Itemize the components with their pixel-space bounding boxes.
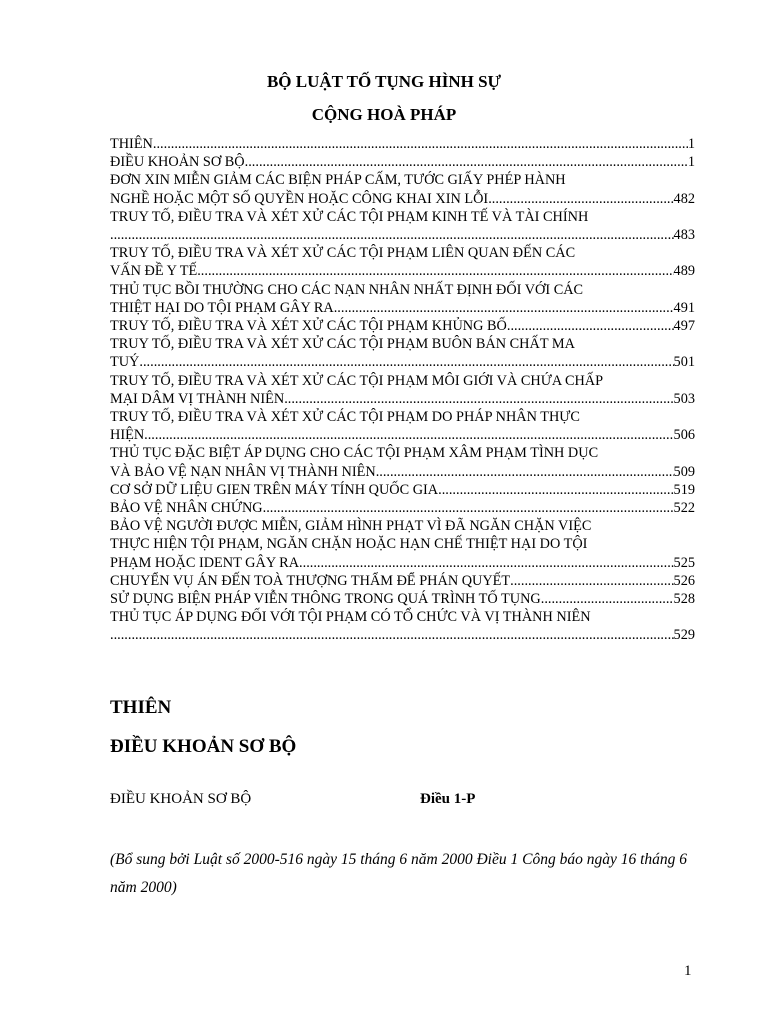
toc-entry-title: VÀ BẢO VỆ NẠN NHÂN VỊ THÀNH NIÊN	[110, 463, 376, 480]
book-heading: THIÊN	[110, 697, 172, 718]
toc-leader-dots	[153, 135, 688, 153]
page-number: 1	[684, 963, 692, 979]
toc-leader-dots	[541, 590, 674, 608]
toc-page-number: 483	[673, 227, 695, 244]
toc-page-number: 525	[673, 554, 695, 571]
toc-entry-title: CHUYỂN VỤ ÁN ĐẾN TOÀ THƯỢNG THẨM ĐỂ PHÁN QUYẾT	[110, 572, 511, 589]
toc-entry-title-line: TRUY TỐ, ĐIỀU TRA VÀ XÉT XỬ CÁC TỘI PHẠM MÔI GIỚI VÀ CHỨA CHẤP	[110, 372, 604, 389]
toc-entry-title: MẠI DÂM VỊ THÀNH NIÊN	[110, 390, 285, 407]
toc-entry[interactable]	[110, 372, 695, 408]
toc-page-number: 509	[673, 463, 695, 480]
toc-entry[interactable]	[110, 408, 695, 444]
document-title: BỘ LUẬT TỐ TỤNG HÌNH SỰ	[266, 72, 502, 91]
toc-page-number: 526	[673, 572, 695, 589]
toc-leader-dots	[334, 299, 674, 317]
toc-entry[interactable]	[110, 590, 695, 608]
toc-entry-title: VẤN ĐỀ Y TẾ	[110, 263, 198, 280]
toc-entry[interactable]	[110, 153, 695, 171]
toc-entry-title-line: BẢO VỆ NGƯỜI ĐƯỢC MIỄN, GIẢM HÌNH PHẠT VÌ ĐÃ NGĂN CHẶN VIỆC	[110, 518, 592, 535]
toc-entry-title: SỬ DỤNG BIỆN PHÁP VIỄN THÔNG TRONG QUÁ TRÌNH TỐ TỤNG	[110, 591, 541, 608]
toc-entry-title-line: THỦ TỤC ÁP DỤNG ĐỐI VỚI TỘI PHẠM CÓ TỔ CHỨC VÀ VỊ THÀNH NIÊN	[110, 609, 591, 626]
toc-entry-title-line: ĐƠN XIN MIỄN GIẢM CÁC BIỆN PHÁP CẤM, TƯỚC GIẤY PHÉP HÀNH	[110, 172, 566, 189]
toc-leader-dots	[376, 463, 674, 481]
toc-entry-title-line: THỰC HIỆN TỘI PHẠM, NGĂN CHẶN HOẶC HẠN CHẾ THIỆT HẠI DO TỘI	[110, 536, 588, 553]
toc-page-number: 1	[687, 154, 695, 171]
toc-leader-dots	[197, 262, 673, 280]
toc-leader-dots	[139, 353, 673, 371]
amendment-note: (Bổ sung bởi Luật số 2000-516 ngày 15 tháng 6 năm 2000 Điều 1 Công báo ngày 16 tháng 6 năm 2000)	[110, 851, 688, 896]
toc-page-number: 528	[673, 591, 695, 608]
toc-page-number: 529	[673, 627, 695, 644]
toc-entry[interactable]	[110, 572, 695, 590]
toc-page-number: 522	[673, 500, 695, 517]
toc-entry-title-line: THỦ TỤC ĐẶC BIỆT ÁP DỤNG CHO CÁC TỘI PHẠM XÂM PHẠM TÌNH DỤC	[110, 445, 599, 462]
toc-leader-dots	[507, 317, 674, 335]
article-section-label: ĐIỀU KHOẢN SƠ BỘ	[110, 791, 252, 807]
toc-page-number: 501	[673, 354, 695, 371]
toc-entry-title: NGHỀ HOẶC MỘT SỐ QUYỀN HOẶC CÔNG KHAI XIN LỖI	[110, 190, 489, 207]
toc-page-number: 497	[673, 318, 695, 335]
toc-entry[interactable]	[110, 135, 695, 153]
article-number: Điều 1-P	[420, 791, 476, 807]
toc-entry[interactable]	[110, 444, 695, 480]
toc-entry-title: CƠ SỞ DỮ LIỆU GIEN TRÊN MÁY TÍNH QUỐC GIA	[110, 481, 439, 498]
toc-leader-dots	[299, 554, 674, 572]
toc-leader-dots	[488, 190, 673, 208]
table-of-contents	[110, 135, 695, 645]
toc-page-number: 503	[673, 390, 695, 407]
toc-entry-title-line: TRUY TỐ, ĐIỀU TRA VÀ XÉT XỬ CÁC TỘI PHẠM BUÔN BÁN CHẤT MA	[110, 336, 575, 353]
toc-entry[interactable]	[110, 208, 695, 244]
toc-entry[interactable]	[110, 335, 695, 371]
toc-leader-dots	[245, 153, 688, 171]
toc-entry-title: THIỆT HẠI DO TỘI PHẠM GÂY RA	[110, 299, 334, 316]
toc-leader-dots	[438, 481, 673, 499]
toc-entry-title: TUÝ	[110, 354, 140, 371]
toc-entry-title-line: TRUY TỐ, ĐIỀU TRA VÀ XÉT XỬ CÁC TỘI PHẠM KINH TẾ VÀ TÀI CHÍNH	[110, 208, 589, 225]
chapter-heading: ĐIỀU KHOẢN SƠ BỘ	[110, 736, 297, 757]
toc-entry-title: BẢO VỆ NHÂN CHỨNG	[110, 500, 263, 517]
toc-page-number: 482	[673, 190, 695, 207]
toc-entry[interactable]	[110, 244, 695, 280]
document-subtitle: CỘNG HOÀ PHÁP	[311, 105, 457, 124]
toc-page-number: 489	[673, 263, 695, 280]
toc-leader-dots	[144, 426, 673, 444]
toc-entry[interactable]	[110, 608, 695, 644]
toc-page-number: 1	[687, 136, 695, 152]
toc-leader-dots	[510, 572, 673, 590]
toc-entry[interactable]	[110, 317, 695, 335]
toc-entry-title-line: TRUY TỐ, ĐIỀU TRA VÀ XÉT XỬ CÁC TỘI PHẠM DO PHÁP NHÂN THỰC	[110, 409, 580, 426]
toc-entry[interactable]	[110, 481, 695, 499]
toc-entry-title: HIỆN	[110, 427, 145, 444]
toc-page-number: 491	[673, 299, 695, 316]
toc-entry[interactable]	[110, 499, 695, 517]
toc-entry-title: PHẠM HOẶC IDENT GÂY RA	[110, 554, 300, 571]
toc-entry-title-line: TRUY TỐ, ĐIỀU TRA VÀ XÉT XỬ CÁC TỘI PHẠM LIÊN QUAN ĐẾN CÁC	[110, 245, 576, 262]
toc-leader-dots	[110, 626, 674, 644]
toc-entry[interactable]	[110, 517, 695, 572]
toc-entry-title-line: THỦ TỤC BỒI THƯỜNG CHO CÁC NẠN NHÂN NHẤT ĐỊNH ĐỐI VỚI CÁC	[110, 281, 584, 298]
toc-entry-title: ĐIỀU KHOẢN SƠ BỘ	[110, 154, 245, 171]
toc-entry[interactable]	[110, 171, 695, 207]
toc-leader-dots	[110, 226, 674, 244]
toc-entry[interactable]	[110, 281, 695, 317]
toc-page-number: 506	[673, 427, 695, 444]
toc-entry-title: TRUY TỐ, ĐIỀU TRA VÀ XÉT XỬ CÁC TỘI PHẠM KHỦNG BỐ	[110, 318, 507, 335]
toc-entry-title: THIÊN	[110, 136, 153, 152]
toc-page-number: 519	[673, 481, 695, 498]
toc-leader-dots	[284, 390, 673, 408]
toc-leader-dots	[263, 499, 674, 517]
